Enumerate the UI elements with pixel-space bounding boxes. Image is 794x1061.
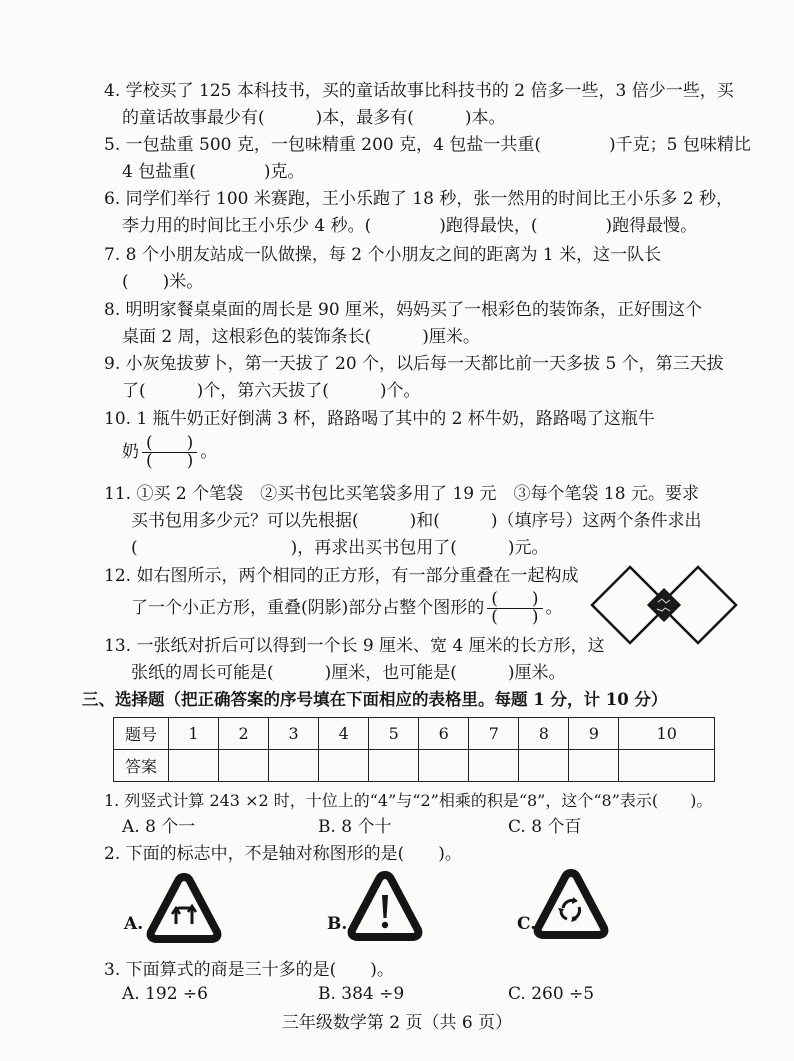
table-number-cell: 2: [219, 718, 269, 750]
answer-cell[interactable]: [469, 750, 519, 782]
warning-sign-icon: [347, 870, 423, 942]
answer-cell[interactable]: [569, 750, 619, 782]
q13-line1: 13. 一张纸对折后可以得到一个长 9 厘米、宽 4 厘米的长方形，这: [104, 636, 605, 656]
choice-2-option-b: B.: [327, 914, 348, 934]
page-footer: 三年级数学第 2 页（共 6 页）: [281, 1013, 513, 1033]
q4-line2: 的童话故事最少有( )本，最多有( )本。: [122, 108, 506, 128]
q8-line2: 桌面 2 周，这根彩色的装饰条长( )厘米。: [122, 327, 480, 347]
table-number-cell: 8: [519, 718, 569, 750]
q13-line2: 张纸的周长可能是( )厘米，也可能是( )厘米。: [131, 663, 566, 683]
roundabout-sign-icon: [533, 868, 609, 940]
answer-cell[interactable]: [369, 750, 419, 782]
q10-fraction-denominator: ( ): [146, 451, 194, 471]
q12-line2: [131, 588, 563, 628]
choice-2-option-c: C.: [517, 914, 537, 934]
section-3-title: 三、选择题（把正确答案的序号填在下面相应的表格里。每题 1 分，计 10 分）: [82, 690, 668, 709]
q5-line1: 5. 一包盐重 500 克，一包味精重 200 克，4 包盐一共重( )千克；5 包味精比: [104, 135, 751, 155]
q12-text-post: 。: [545, 598, 563, 618]
table-number-cell: 7: [469, 718, 519, 750]
q9-line1: 9. 小灰兔拔萝卜，第一天拔了 20 个，以后每一天都比前一天多拔 5 个，第三天拔: [104, 354, 724, 374]
choice-3-stem: 3. 下面算式的商是三十多的是( )。: [104, 960, 394, 980]
turn-sign-icon: [146, 872, 222, 944]
table-header-answer: 答案: [114, 750, 169, 782]
answer-table-answer-row: [114, 750, 715, 782]
q4-line1: 4. 学校买了 125 本科技书，买的童话故事比科技书的 2 倍多一些，3 倍少一些，买: [104, 81, 734, 101]
table-number-cell: 10: [619, 718, 715, 750]
q10-fraction-numerator: ( ): [142, 435, 197, 453]
answer-cell[interactable]: [619, 750, 715, 782]
answer-cell[interactable]: [269, 750, 319, 782]
q11-line1: 11. ①买 2 个笔袋 ②买书包比买笔袋多用了 19 元 ③每个笔袋 18 元。要求: [104, 484, 699, 504]
q10-line2: [122, 432, 217, 472]
choice-2-option-a: A.: [124, 914, 144, 934]
q12-fraction-blank: [487, 591, 542, 626]
q8-line1: 8. 明明家餐桌桌面的周长是 90 厘米，妈妈买了一根彩色的装饰条，正好围这个: [104, 300, 703, 320]
table-number-cell: 6: [419, 718, 469, 750]
choice-3-option-b: B. 384 ÷9: [318, 984, 405, 1004]
q6-line2: 李力用的时间比王小乐少 4 秒。( )跑得最快，( )跑得最慢。: [122, 216, 698, 236]
table-number-cell: 4: [319, 718, 369, 750]
choice-3-option-a: A. 192 ÷6: [122, 984, 208, 1004]
table-number-cell: 9: [569, 718, 619, 750]
choice-1-stem: 1. 列竖式计算 243 ×2 时，十位上的“4”与“2”相乘的积是“8”，这个“8”表示( )。: [104, 791, 713, 810]
q5-line2: 4 包盐重( )克。: [122, 162, 305, 182]
answer-cell[interactable]: [169, 750, 219, 782]
answer-cell[interactable]: [419, 750, 469, 782]
choice-1-option-c: C. 8 个百: [508, 817, 582, 837]
q12-fraction-denominator: ( ): [491, 607, 539, 627]
table-number-cell: 3: [269, 718, 319, 750]
q11-line3: ( )，再求出买书包用了( )元。: [131, 538, 549, 558]
q12-text-pre: 了一个小正方形，重叠(阴影)部分占整个图形的: [131, 598, 485, 618]
table-number-cell: 5: [369, 718, 419, 750]
shaded-overlap-shape: [648, 589, 680, 621]
q7-line1: 7. 8 个小朋友站成一队做操，每 2 个小朋友之间的距离为 1 米，这一队长: [104, 245, 662, 265]
table-header-number: 题号: [114, 718, 169, 750]
q12-fraction-numerator: ( ): [487, 591, 542, 609]
answer-cell[interactable]: [319, 750, 369, 782]
q6-line1: 6. 同学们举行 100 米赛跑，王小乐跑了 18 秒，张一然用的时间比王小乐多 2 秒，: [104, 189, 733, 209]
answer-cell[interactable]: [219, 750, 269, 782]
answer-cell[interactable]: [519, 750, 569, 782]
q10-text-post: 。: [200, 442, 218, 462]
choice-1-option-a: A. 8 个一: [122, 817, 196, 837]
q7-line2: ( )米。: [122, 272, 204, 292]
q10-fraction-blank: [142, 435, 197, 470]
q11-line2: 买书包用多少元？可以先根据( )和( )（填序号）这两个条件求出: [131, 511, 702, 531]
choice-2-stem: 2. 下面的标志中，不是轴对称图形的是( )。: [104, 844, 462, 864]
answer-table: [113, 717, 715, 782]
choice-1-option-b: B. 8 个十: [318, 817, 392, 837]
q9-line2: 了( )个，第六天拔了( )个。: [122, 381, 421, 401]
choice-3-option-c: C. 260 ÷5: [508, 984, 595, 1004]
q10-line1: 10. 1 瓶牛奶正好倒满 3 杯，路路喝了其中的 2 杯牛奶，路路喝了这瓶牛: [104, 409, 655, 429]
answer-table-number-row: [114, 718, 715, 750]
q12-line1: 12. 如右图所示，两个相同的正方形，有一部分重叠在一起构成: [104, 566, 579, 586]
overlapping-squares-figure: [590, 565, 740, 645]
q10-text-pre: 奶: [122, 442, 139, 462]
table-number-cell: 1: [169, 718, 219, 750]
